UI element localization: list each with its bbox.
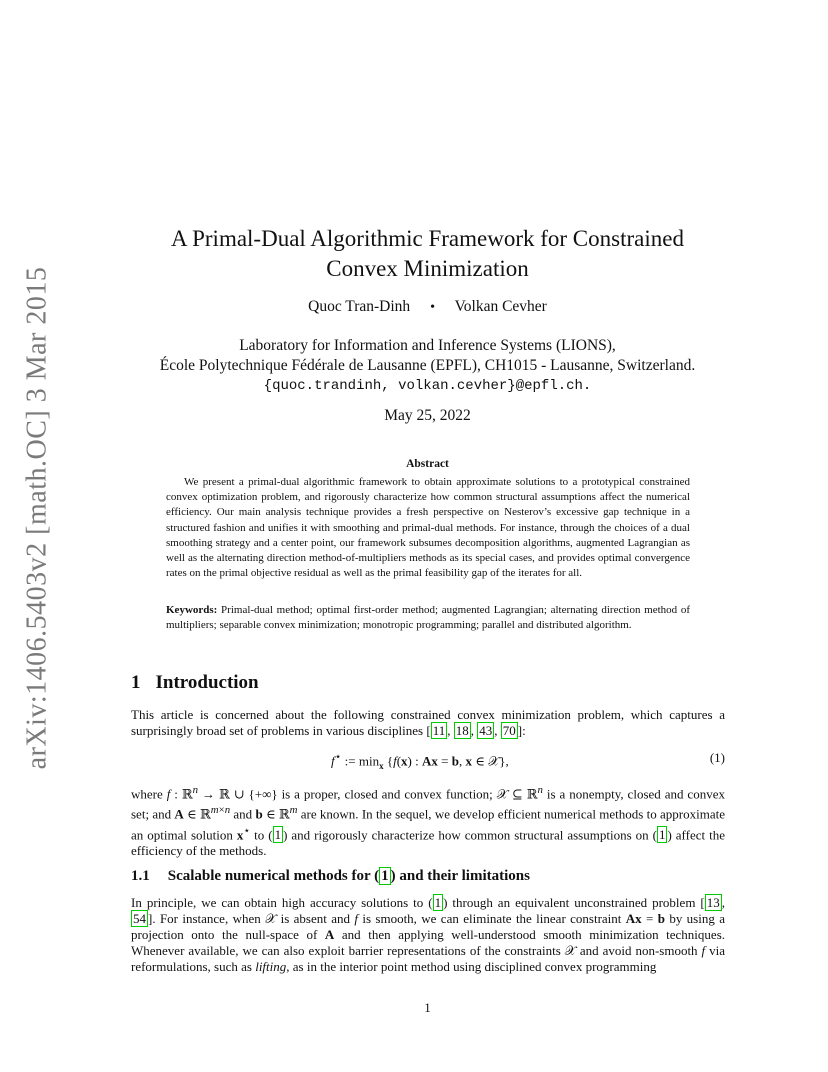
paper-title xyxy=(100,224,755,284)
section-number: 1 xyxy=(131,672,141,693)
subsection-paragraph: In principle, we can obtain high accuracy solutions to ( 1 ) through an equivalent unconstrained problem [ 13 , 54 ]. For instance, when 𝒳 is absent and f is smooth, we can eliminate the linear constraint Ax = b by using a projection onto the null-space of A and then applying well-understood smooth minimization techniques. Whenever available, we can also exploit barrier representations of the constraints 𝒳 and avoid non-smooth f via reformulations, such as lifting, as in the interior point method using disciplined convex programming xyxy=(131,895,726,974)
author-1: Quoc Tran-Dinh xyxy=(308,298,411,315)
subsection-title-prefix: Scalable numerical methods for xyxy=(167,868,371,884)
section-heading xyxy=(131,672,259,694)
subsection-title-suffix: and their limitations xyxy=(399,868,530,884)
abstract-text: We present a primal-dual algorithmic framework to obtain approximate solutions to a prototypical constrained convex optimization problem, and rigorously characterize how common structural assumptions affect the numerical efficiency. Our main analysis technique provides a fresh perspective on Nesterov’s excessive gap technique in a structured fashion and unifies it with smoothing and primal-dual methods. For instance, through the choices of a dual smoothing strategy and a center point, our framework subsumes decomposition algorithms, augmented Lagrangian as well as the alternating direction method-of-multipliers methods as its special cases, and provides optimal convergence rates on the primal objective residual as well as the primal feasibility gap of the iterates for all. xyxy=(166,476,690,580)
author-2: Volkan Cevher xyxy=(454,298,547,315)
title-line-2: Convex Minimization xyxy=(326,256,529,281)
intro-paragraph-2: where f : ℝ$^n$ → ℝ ∪ {+∞} is a proper, closed and convex function; 𝒳 ⊆ ℝ$^n$ is a nonempty, closed and convex set; and A ∈ ℝ$^{m\times n}$ and b ∈ ℝ$^m$ are known. In the sequel, we develop efficient numerical methods to approximate an optimal solution x⋆ to ( 1 ) and rigorously characterize how common structural assumptions on ( 1 ) affect the efficiency of the methods. xyxy=(131,784,725,858)
citation-link[interactable]: 11 xyxy=(432,723,446,738)
author-separator: • xyxy=(430,300,435,315)
keywords-label: Keywords: xyxy=(166,604,218,616)
arxiv-identifier xyxy=(14,266,60,769)
affiliation-line-2: École Polytechnique Fédérale de Lausanne (EPFL), CH1015 - Lausanne, Switzerland. xyxy=(159,357,696,374)
section-title: Introduction xyxy=(155,672,259,693)
arxiv-identifier-text: arXiv:1406.5403v2 [math.OC] 3 Mar 2015 xyxy=(21,266,52,769)
intro-paragraph-1: This article is concerned about the following constrained convex minimization problem, which captures a surprisingly broad set of problems in various disciplines [ 11 , 18 , 43 , 70 ]: xyxy=(131,707,725,738)
citation-link[interactable]: 54 xyxy=(133,911,146,926)
paper-date: May 25, 2022 xyxy=(384,407,471,424)
citation-link[interactable]: 13 xyxy=(706,895,720,910)
equation-ref-link[interactable]: 1 xyxy=(658,826,666,842)
intro-paragraph-1-text: This article is concerned about the following constrained convex minimization problem, which captures a surprisingly broad set of problems in various disciplines xyxy=(131,707,725,738)
abstract-heading: Abstract xyxy=(406,458,449,470)
subsection-heading: 1.1 Scalable numerical methods for ( 1 ) and their limitations xyxy=(131,868,530,884)
keywords-text: Primal-dual method; optimal first-order method; augmented Lagrangian; alternating direction method of multipliers; separable convex minimization; monotropic programming; parallel and distributed algorithm. xyxy=(166,604,691,632)
subsection-number: 1.1 xyxy=(131,868,150,884)
equation-ref-link[interactable]: 1 xyxy=(274,826,282,842)
page-number: 1 xyxy=(424,1000,431,1015)
citation-link[interactable]: 43 xyxy=(479,723,493,738)
equation-1 xyxy=(131,748,725,774)
affiliation-line-1: Laboratory for Information and Inference Systems (LIONS), xyxy=(239,337,616,354)
keywords xyxy=(166,603,690,633)
equation-formula: f⋆ := $\min_x \{f(x)$ : Ax = b, x ∈ 𝒳}, xyxy=(331,751,509,771)
citation-link[interactable]: 70 xyxy=(502,723,516,738)
equation-ref-link[interactable]: 1 xyxy=(381,868,389,884)
authors xyxy=(100,298,755,316)
equation-ref-link[interactable]: 1 xyxy=(434,895,442,910)
email-addresses: {quoc.trandinh, volkan.cevher}@epfl.ch. xyxy=(263,378,592,394)
affiliation xyxy=(100,336,755,396)
citation-link[interactable]: 18 xyxy=(455,723,469,738)
title-line-1: A Primal-Dual Algorithmic Framework for Constrained xyxy=(171,226,684,251)
equation-number: (1) xyxy=(709,750,725,765)
